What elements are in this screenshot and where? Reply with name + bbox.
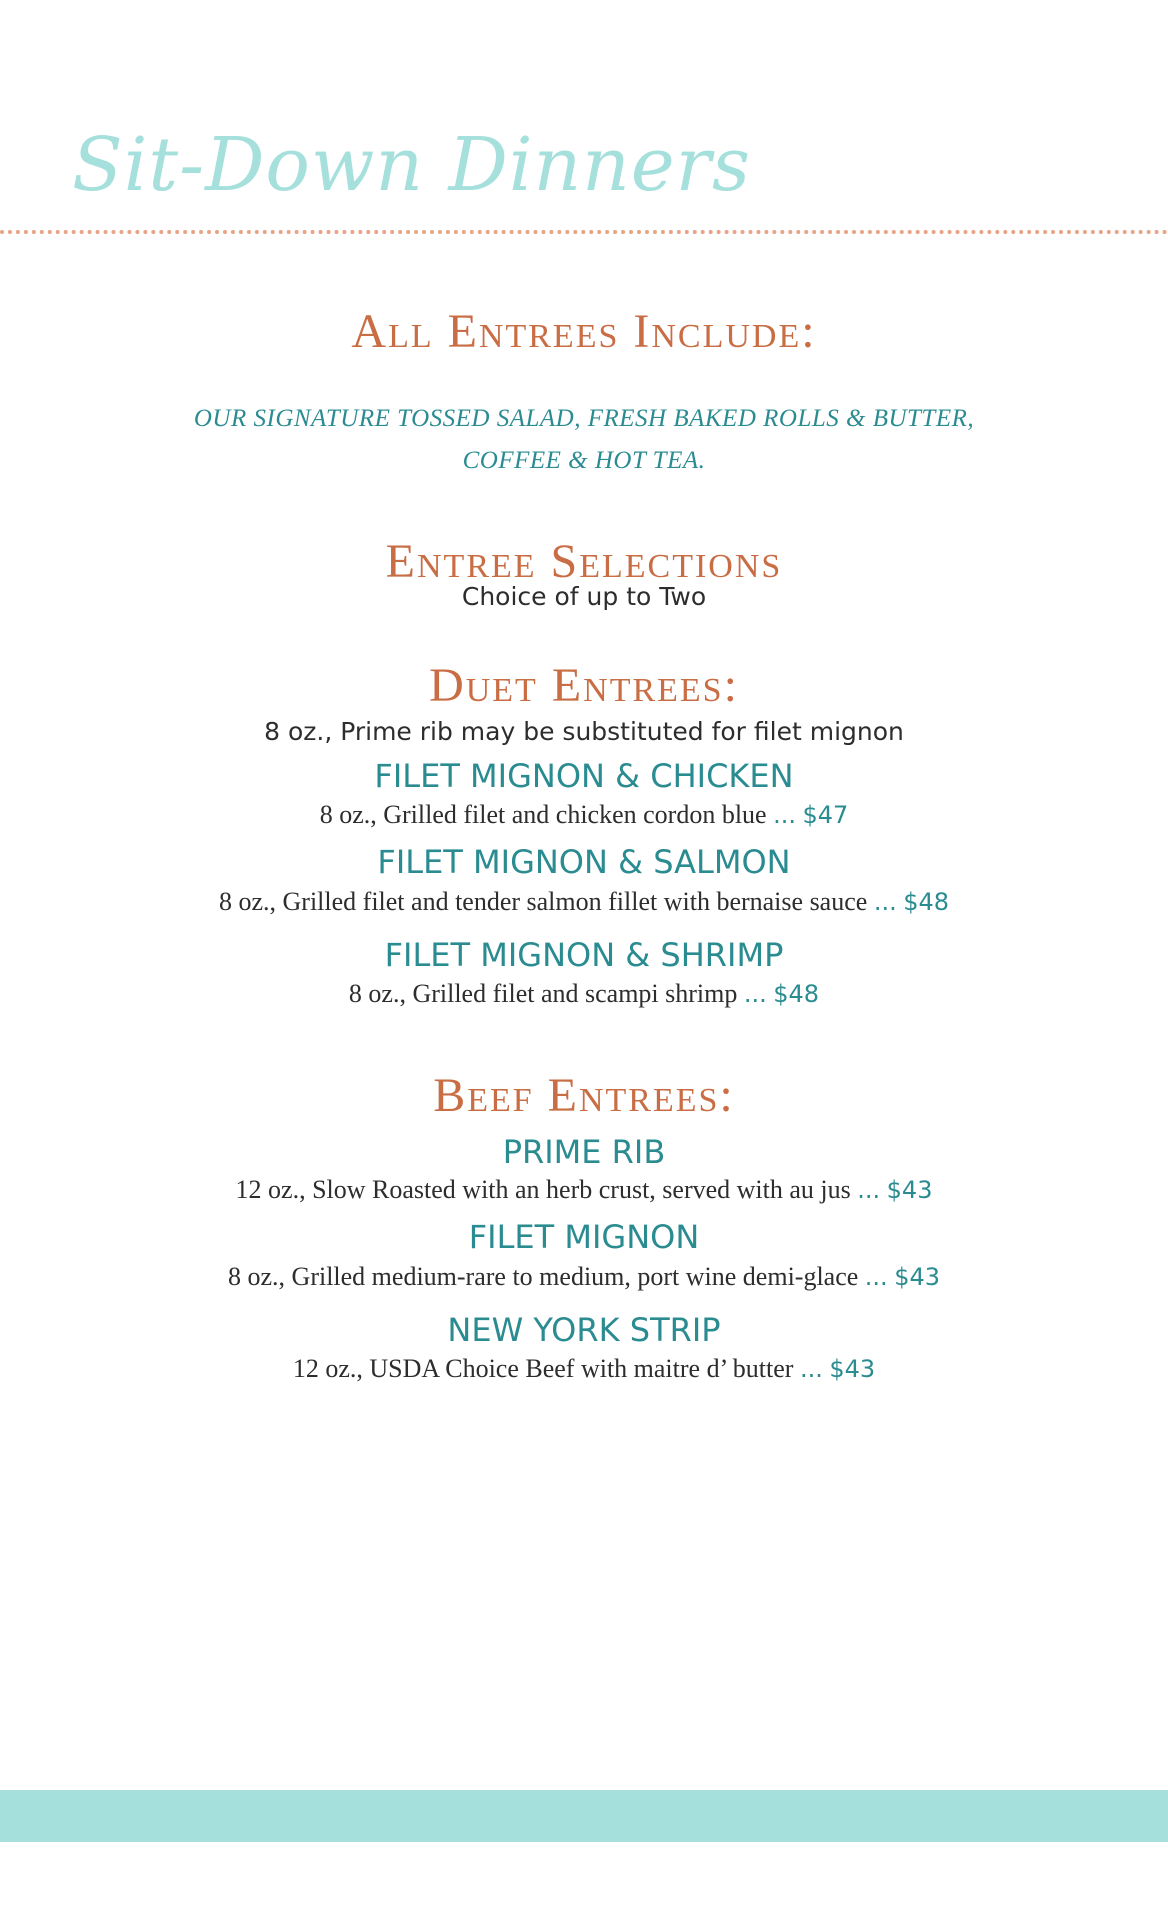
menu-item-desc: [0, 1264, 1168, 1290]
menu-item-description: 12 oz., USDA Choice Beef with maitre d’ butter: [292, 1354, 794, 1383]
menu-item-name: NEW YORK STRIP: [447, 1311, 721, 1349]
menu-item-price: $48: [773, 980, 820, 1008]
menu-item-price: $43: [829, 1355, 876, 1383]
bottom-accent-band: [0, 1790, 1168, 1842]
price-separator: ...: [773, 801, 796, 829]
menu-item-desc: [0, 802, 1168, 828]
includes-line-1: OUR SIGNATURE TOSSED SALAD, FRESH BAKED ROLLS & BUTTER,: [193, 405, 975, 432]
menu-item-description: 8 oz., Grilled filet and chicken cordon blue: [319, 800, 767, 829]
selections-subtitle: Choice of up to Two: [461, 582, 707, 611]
duet-note: 8 oz., Prime rib may be substituted for filet mignon: [264, 717, 904, 746]
selections-heading: Entree Selections: [385, 535, 783, 588]
menu-item-price: $43: [886, 1176, 933, 1204]
beef-heading: Beef Entrees:: [433, 1069, 735, 1122]
menu-item-description: 8 oz., Grilled medium-rare to medium, port wine demi-glace: [228, 1262, 859, 1291]
includes-heading: All Entrees Include:: [351, 305, 817, 358]
menu-item-name: FILET MIGNON & SHRIMP: [384, 936, 784, 974]
duet-heading: Duet Entrees:: [429, 659, 739, 712]
menu-item-desc: [0, 981, 1168, 1007]
menu-item-name: FILET MIGNON: [468, 1218, 700, 1256]
price-separator: ...: [873, 888, 897, 916]
price-separator: ...: [864, 1263, 888, 1291]
menu-item-desc: [0, 889, 1168, 915]
includes-line-2: COFFEE & HOT TEA.: [462, 447, 706, 474]
menu-item-desc: [0, 1356, 1168, 1382]
price-separator: ...: [743, 980, 767, 1008]
menu-item-desc: [0, 1177, 1168, 1203]
menu-item-name: FILET MIGNON & CHICKEN: [374, 757, 794, 795]
dotted-divider: [0, 230, 1168, 234]
menu-item-price: $47: [802, 801, 849, 829]
menu-item-name: PRIME RIB: [502, 1133, 666, 1171]
price-separator: ...: [799, 1355, 823, 1383]
menu-item-price: $43: [894, 1263, 940, 1291]
menu-item-price: $48: [903, 888, 950, 916]
price-separator: ...: [857, 1176, 881, 1204]
menu-item-description: 8 oz., Grilled filet and tender salmon fillet with bernaise sauce: [218, 887, 868, 916]
menu-item-description: 8 oz., Grilled filet and scampi shrimp: [348, 979, 738, 1008]
menu-item-description: 12 oz., Slow Roasted with an herb crust, served with au jus: [235, 1175, 851, 1204]
page-title: Sit-Down Dinners: [72, 122, 751, 208]
menu-item-name: FILET MIGNON & SALMON: [377, 843, 791, 881]
